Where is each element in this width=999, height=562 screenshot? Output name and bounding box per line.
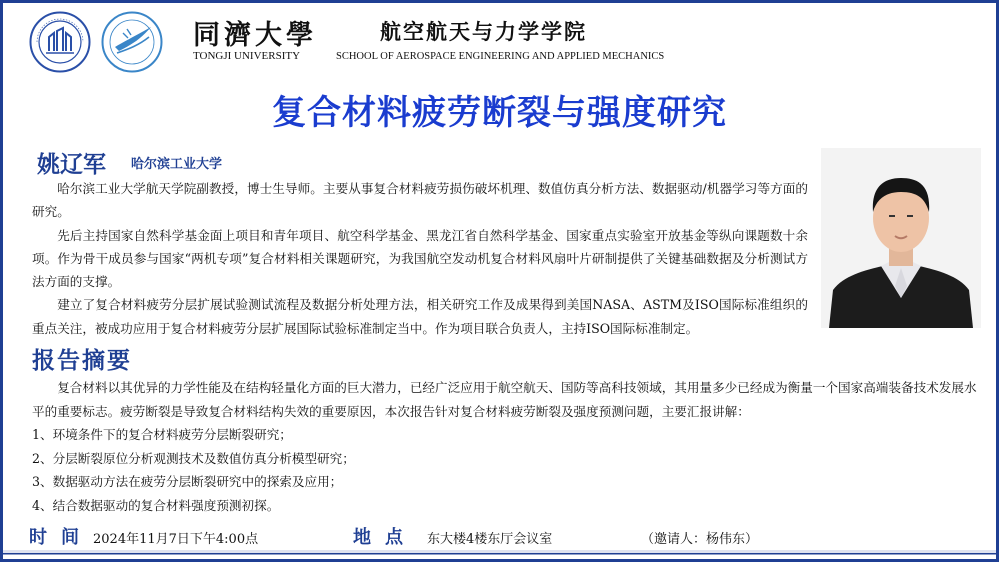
- abstract-body: [32, 376, 987, 517]
- speaker-bio: [32, 177, 808, 340]
- aerospace-school-logo: [101, 11, 163, 73]
- speaker-photo: [821, 148, 981, 328]
- speaker-affiliation: 哈尔滨工业大学: [131, 157, 223, 172]
- bio-paragraph: 先后主持国家自然科学基金面上项目和青年项目、航空科学基金、黑龙江省自然科学基金、国家重点实验室开放基金等纵向课题数十余项。作为骨干成员参与国家“两机专项”复合材料相关课题研究，为我国航空发动机复合材料风扇叶片研制提供了关键基础数据及分析测试方法方面的支撑。: [32, 227, 808, 290]
- lecture-title: 复合材料疲劳断裂与强度研究: [272, 93, 727, 133]
- school-name-en: SCHOOL OF AEROSPACE ENGINEERING AND APPLIED MECHANICS: [336, 51, 665, 62]
- university-name-cn: 同濟大學: [193, 20, 317, 51]
- place-label: 地点: [353, 527, 417, 548]
- abstract-intro: 复合材料以其优异的力学性能及在结构轻量化方面的巨大潜力，已经广泛应用于航空航天、国防等高科技领域，其用量多少已经成为衡量一个国家高端装备技术发展水平的重要标志。疲劳断裂是导致复合材料结构失效的重要原因，本次报告针对复合材料疲劳断裂及强度预测问题，主要汇报讲解：: [32, 380, 977, 419]
- tongji-university-logo: [29, 11, 91, 73]
- event-info: [3, 522, 996, 550]
- speaker-name: 姚辽军: [37, 152, 106, 178]
- bio-paragraph: 哈尔滨工业大学航天学院副教授，博士生导师。主要从事复合材料疲劳损伤破坏机理、数值仿真分析方法、数据驱动/机器学习等方面的研究。: [32, 181, 808, 220]
- time-value: 2024年11月7日下午4:00点: [93, 532, 259, 547]
- school-name-cn: 航空航天与力学学院: [380, 19, 587, 44]
- time-label: 时间: [29, 527, 93, 548]
- abstract-item: 1、环境条件下的复合材料疲劳分层断裂研究；: [32, 427, 292, 442]
- abstract-heading: 报告摘要: [32, 348, 132, 374]
- university-name-en: TONGJI UNIVERSITY: [193, 50, 301, 62]
- header: [3, 3, 996, 81]
- abstract-item: 2、分层断裂原位分析观测技术及数值仿真分析模型研究；: [32, 450, 355, 466]
- bio-paragraph: 建立了复合材料疲劳分层扩展试验测试流程及数据分析处理方法，相关研究工作及成果得到美国NASA、ASTM及ISO国际标准组织的重点关注，被成功应用于复合材料疲劳分层扩展国际试验标准制定当中。作为项目联合负责人，主持ISO国际标准制定。: [32, 297, 808, 336]
- abstract-item: 3、数据驱动方法在疲劳分层断裂研究中的探索及应用；: [32, 474, 343, 489]
- abstract-item: 4、结合数据驱动的复合材料强度预测初探。: [32, 497, 280, 513]
- place-value: 东大楼4楼东厅会议室: [427, 532, 553, 547]
- inviter: （邀请人：杨伟东）: [641, 532, 759, 547]
- footer-divider: [3, 548, 996, 559]
